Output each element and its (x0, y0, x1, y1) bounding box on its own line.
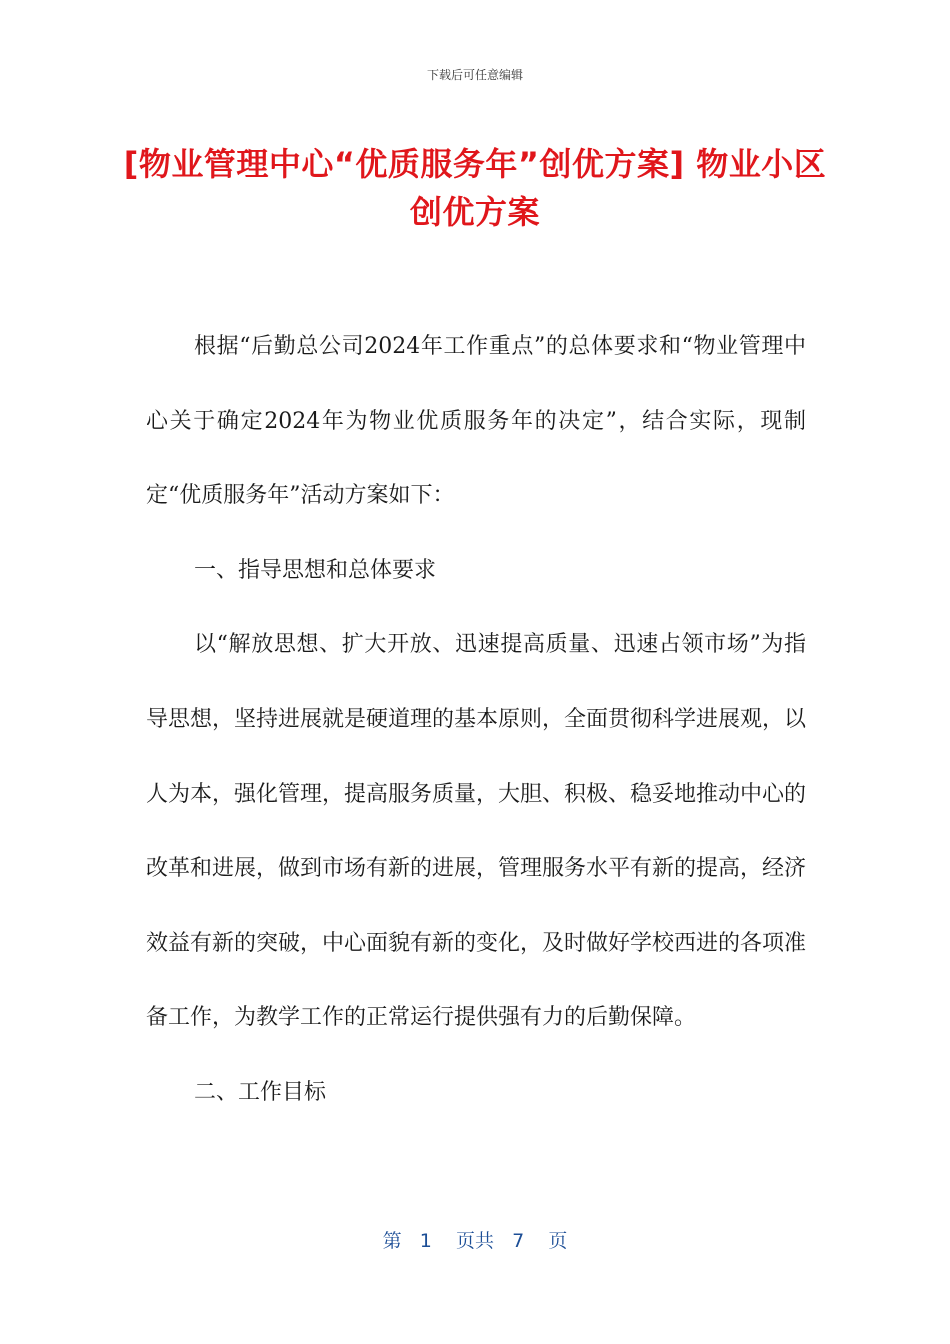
page-footer (0, 1226, 950, 1253)
paragraph-intro: 根据“后勤总公司2024年工作重点”的总体要求和“物业管理中心关于确定2024年为物业优质服务年的决定”，结合实际，现制定“优质服务年”活动方案如下： (146, 334, 806, 509)
section-heading-1: 一、指导思想和总体要求 (194, 557, 437, 583)
footer-prefix: 第 (382, 1230, 402, 1252)
section-heading-2: 二、工作目标 (194, 1079, 327, 1105)
footer-suffix: 页 (548, 1230, 568, 1252)
header-note: 下载后可任意编辑 (426, 68, 523, 82)
footer-middle: 页共 (455, 1230, 494, 1252)
paragraph-guiding-thought: 以“解放思想、扩大开放、迅速提高质量、迅速占领市场”为指导思想，坚持进展就是硬道理的基本原则，全面贯彻科学进展观，以人为本，强化管理，提高服务质量，大胆、积极、稳妥地推动中心的改革和进展，做到市场有新的进展，管理服务水平有新的提高，经济效益有新的突破，中心面貌有新的变化，及时做好学校西进的各项准备工作，为教学工作的正常运行提供强有力的后勤保障。 (146, 632, 807, 1031)
document-body (146, 310, 806, 1131)
document-title: [物业管理中心“优质服务年”创优方案] 物业小区创优方案 (123, 145, 827, 231)
footer-current-page: 1 (419, 1230, 432, 1252)
footer-total-pages: 7 (512, 1230, 525, 1252)
